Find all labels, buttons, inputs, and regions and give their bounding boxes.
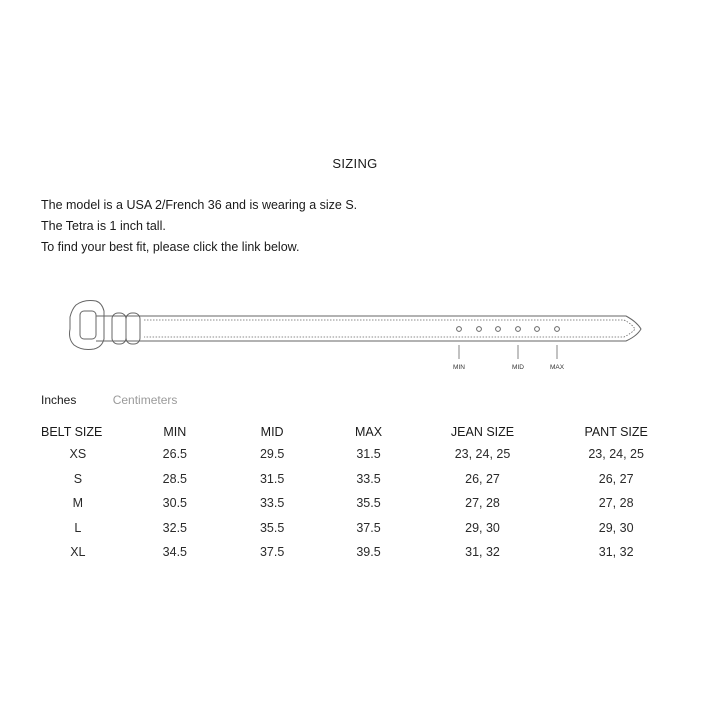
mid-label: MID (512, 364, 524, 371)
intro-line-model: The model is a USA 2/French 36 and is wearing a size S. (41, 198, 358, 212)
table-row (30, 467, 684, 492)
header-mid: MID (260, 425, 284, 439)
size-table (30, 422, 684, 565)
intro-line-fit: To find your best fit, please click the link below. (41, 240, 300, 254)
cell-min: 26.5 (162, 447, 188, 462)
belt-hole-6 (555, 327, 560, 332)
belt-keeper (112, 313, 126, 344)
cell-jean-size: 27, 28 (465, 496, 500, 511)
cell-max: 39.5 (356, 545, 381, 560)
max-label: MAX (549, 364, 565, 371)
cell-belt-size: XS (69, 447, 87, 462)
cell-max: 37.5 (356, 520, 381, 535)
cell-belt-size: XL (70, 545, 86, 560)
belt-keeper-2 (126, 313, 140, 344)
table-row (30, 540, 684, 565)
tab-inches[interactable]: Inches (41, 393, 77, 407)
header-belt-size: BELT SIZE (41, 425, 103, 439)
belt-hole-5 (535, 327, 540, 332)
cell-jean-size: 29, 30 (465, 520, 500, 535)
page-title: SIZING (332, 156, 378, 171)
cell-belt-size: S (73, 471, 83, 486)
belt-hole-4 (516, 327, 521, 332)
cell-pant-size: 27, 28 (598, 496, 634, 511)
cell-max: 31.5 (356, 447, 381, 462)
unit-tabs (41, 393, 210, 407)
cell-pant-size: 31, 32 (598, 545, 634, 560)
table-row (30, 516, 684, 541)
intro-line-height: The Tetra is 1 inch tall. (41, 219, 166, 233)
header-pant-size: PANT SIZE (584, 425, 648, 439)
belt-hole-2 (477, 327, 482, 332)
header-jean-size: JEAN SIZE (450, 425, 515, 439)
buckle-inner (80, 311, 96, 339)
cell-belt-size: M (72, 496, 84, 511)
min-label: MIN (453, 364, 465, 371)
header-min: MIN (163, 425, 187, 439)
cell-pant-size: 23, 24, 25 (588, 447, 644, 462)
cell-jean-size: 26, 27 (465, 471, 500, 486)
intro-text (41, 195, 357, 258)
cell-mid: 31.5 (259, 471, 285, 486)
belt-stitching (144, 320, 635, 337)
belt-diagram (60, 295, 650, 377)
table-row (30, 442, 684, 467)
cell-min: 28.5 (162, 471, 188, 486)
cell-mid: 33.5 (259, 496, 285, 511)
cell-min: 34.5 (162, 545, 188, 560)
cell-mid: 35.5 (259, 520, 285, 535)
cell-min: 30.5 (162, 496, 188, 511)
table-row (30, 491, 684, 516)
belt-hole-1 (457, 327, 462, 332)
cell-mid: 37.5 (259, 545, 285, 560)
buckle-shape (70, 301, 105, 350)
cell-min: 32.5 (162, 520, 188, 535)
table-header-row (30, 422, 684, 442)
belt-hole-3 (496, 327, 501, 332)
cell-belt-size: L (74, 520, 82, 535)
cell-jean-size: 31, 32 (465, 545, 500, 560)
cell-max: 33.5 (356, 471, 381, 486)
tab-centimeters[interactable]: Centimeters (112, 393, 178, 407)
cell-jean-size: 23, 24, 25 (454, 447, 511, 462)
header-max: MAX (354, 425, 383, 439)
cell-mid: 29.5 (259, 447, 285, 462)
cell-max: 35.5 (356, 496, 381, 511)
cell-pant-size: 29, 30 (598, 520, 634, 535)
cell-pant-size: 26, 27 (598, 471, 634, 486)
